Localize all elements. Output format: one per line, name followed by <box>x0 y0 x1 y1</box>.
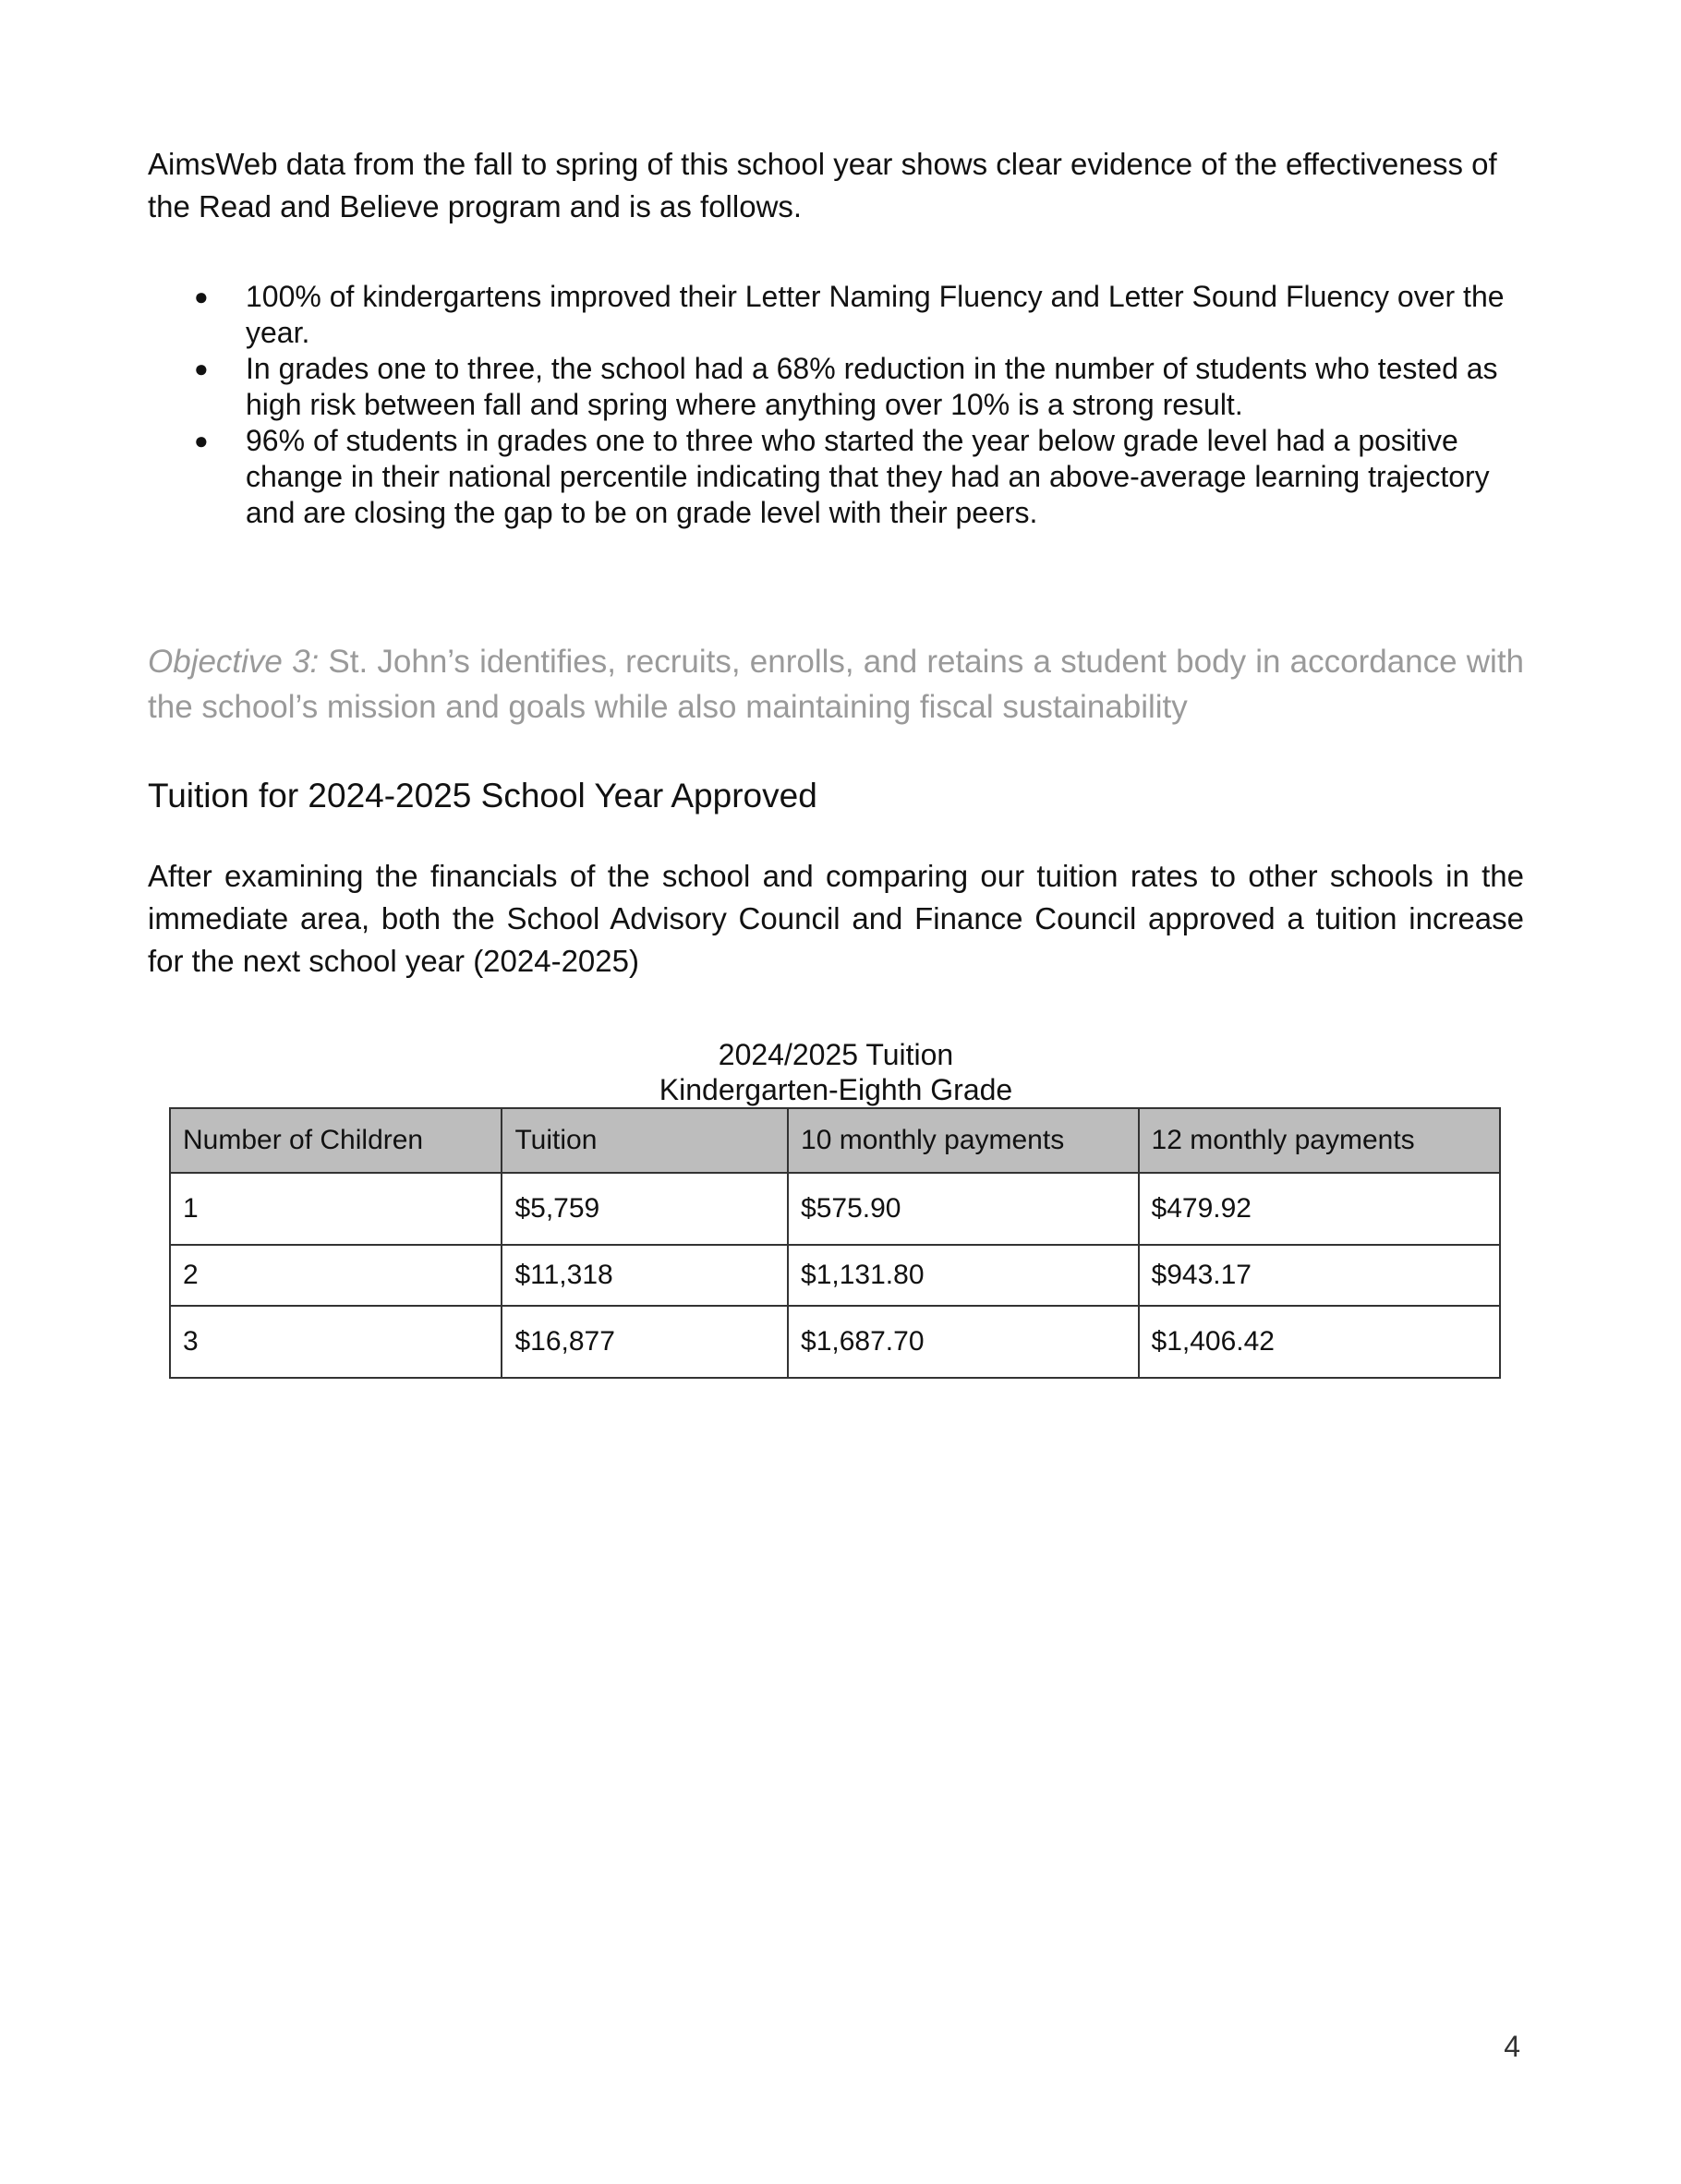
table-row <box>170 1245 1500 1306</box>
list-item <box>148 351 1524 423</box>
header-12-monthly-payments: 12 monthly payments <box>1139 1108 1500 1173</box>
header-tuition: Tuition <box>502 1108 788 1173</box>
table-row <box>170 1173 1500 1245</box>
bullet-text: In grades one to three, the school had a 68% reduction in the number of students who tested as high risk between fall and spring where anything over 10% is a strong result. <box>246 352 1498 421</box>
cell-12-payments: $479.92 <box>1139 1173 1500 1245</box>
bullet-icon: ● <box>194 427 209 454</box>
intro-line-1: AimsWeb data from the fall to spring of this school year shows clear evidence of the effectiveness of <box>148 147 1497 181</box>
bullet-icon: ● <box>194 283 209 310</box>
cell-12-payments: $943.17 <box>1139 1245 1500 1306</box>
cell-tuition: $16,877 <box>502 1306 788 1378</box>
intro-line-2: the Read and Believe program and is as follows. <box>148 189 803 223</box>
bullet-text: 96% of students in grades one to three who started the year below grade level had a positive change in their national percentile indicating that they had an above-average learning trajectory and are closing the gap to be on grade level with their peers. <box>246 424 1490 529</box>
objective-label: Objective 3: <box>148 644 320 680</box>
bullet-text: 100% of kindergartens improved their Letter Naming Fluency and Letter Sound Fluency over the year. <box>246 280 1505 349</box>
tuition-paragraph: After examining the financials of the school and comparing our tuition rates to other schools in the immediate area, both the School Advisory Council and Finance Council approved a tuition increase for the next school year (2024-2025) <box>148 859 1524 978</box>
table-caption-title: 2024/2025 Tuition <box>718 1038 954 1071</box>
table-row <box>170 1306 1500 1378</box>
results-bullet-list <box>148 279 1524 531</box>
cell-tuition: $5,759 <box>502 1173 788 1245</box>
list-item <box>148 423 1524 531</box>
table-header-row <box>170 1108 1500 1173</box>
table-caption-subtitle: Kindergarten-Eighth Grade <box>659 1073 1013 1106</box>
cell-tuition: $11,318 <box>502 1245 788 1306</box>
cell-10-payments: $1,131.80 <box>788 1245 1138 1306</box>
cell-10-payments: $575.90 <box>788 1173 1138 1245</box>
cell-children: 3 <box>170 1306 502 1378</box>
header-number-of-children: Number of Children <box>170 1108 502 1173</box>
intro-paragraph <box>148 143 1524 228</box>
cell-12-payments: $1,406.42 <box>1139 1306 1500 1378</box>
page-number: 4 <box>1504 2030 1520 2063</box>
objective-statement <box>148 639 1524 730</box>
header-10-monthly-payments: 10 monthly payments <box>788 1108 1138 1173</box>
cell-children: 1 <box>170 1173 502 1245</box>
list-item <box>148 279 1524 351</box>
cell-children: 2 <box>170 1245 502 1306</box>
cell-10-payments: $1,687.70 <box>788 1306 1138 1378</box>
objective-text: St. John’s identifies, recruits, enrolls, and retains a student body in accordance with the school’s mission and goals while also maintaining fiscal sustainability <box>148 644 1525 725</box>
bullet-icon: ● <box>194 355 209 382</box>
section-heading: Tuition for 2024-2025 School Year Approved <box>148 777 817 814</box>
tuition-table <box>169 1107 1501 1379</box>
